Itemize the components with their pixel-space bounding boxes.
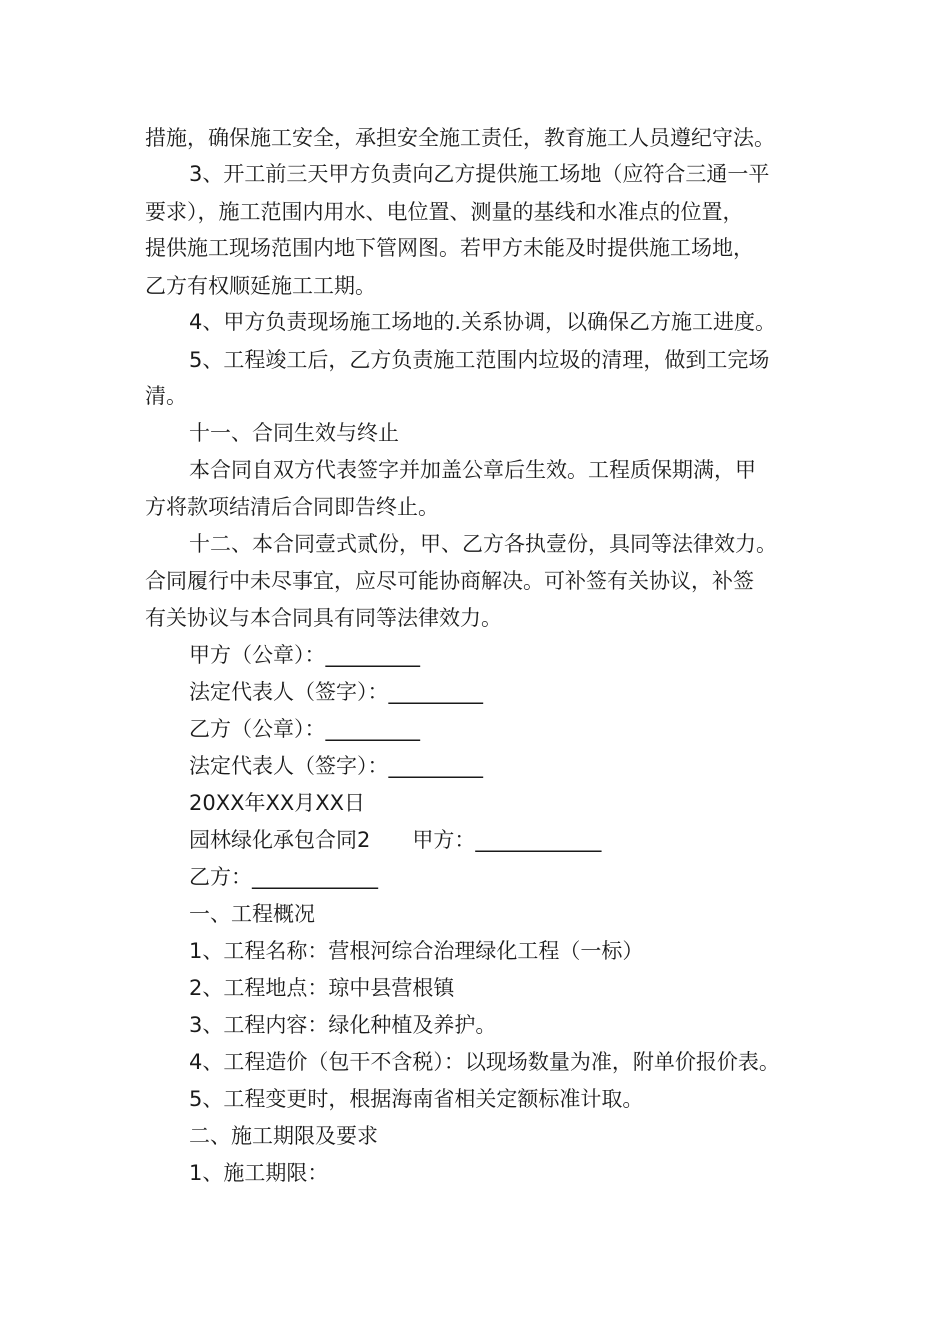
paragraph-line: 提供施工现场范围内地下管网图。若甲方未能及时提供施工场地， — [145, 236, 754, 260]
party-b-line: 乙方：____________ — [189, 865, 378, 889]
list-item: 5、工程变更时，根据海南省相关定额标准计取。 — [189, 1087, 644, 1111]
paragraph-line: 要求），施工范围内用水、电位置、测量的基线和水准点的位置， — [145, 200, 744, 224]
list-item: 1、工程名称：营根河综合治理绿化工程（一标） — [189, 939, 644, 963]
paragraph-line: 4、甲方负责现场施工场地的.关系协调，以确保乙方施工进度。 — [189, 310, 777, 334]
signature-line-representative-a: 法定代表人（签字）：_________ — [189, 680, 483, 704]
list-item: 3、工程内容：绿化种植及养护。 — [189, 1013, 497, 1037]
paragraph-line: 乙方有权顺延施工工期。 — [145, 274, 376, 298]
paragraph-line: 方将款项结清后合同即告终止。 — [145, 495, 439, 519]
signature-line-party-b: 乙方（公章）：_________ — [189, 717, 420, 741]
paragraph-line: 5、工程竣工后，乙方负责施工范围内垃圾的清理，做到工完场 — [189, 348, 770, 372]
paragraph-line: 合同履行中未尽事宜，应尽可能协商解决。可补签有关协议，补签 — [145, 569, 754, 593]
paragraph-line: 本合同自双方代表签字并加盖公章后生效。工程质保期满，甲 — [189, 458, 756, 482]
paragraph-line: 清。 — [145, 384, 187, 408]
paragraph-line: 十二、本合同壹式贰份，甲、乙方各执壹份，具同等法律效力。 — [189, 532, 777, 556]
list-item: 1、施工期限： — [189, 1161, 329, 1185]
paragraph-line: 有关协议与本合同具有同等法律效力。 — [145, 606, 502, 630]
contract-title-line: 园林绿化承包合同2 甲方：____________ — [189, 828, 602, 852]
section-heading: 二、施工期限及要求 — [189, 1124, 378, 1148]
list-item: 2、工程地点：琼中县营根镇 — [189, 976, 455, 1000]
paragraph-line: 3、开工前三天甲方负责向乙方提供施工场地（应符合三通一平 — [189, 162, 770, 186]
signature-line-representative-b: 法定代表人（签字）：_________ — [189, 754, 483, 778]
signature-line-party-a: 甲方（公章）：_________ — [189, 643, 420, 667]
section-heading: 十一、合同生效与终止 — [189, 421, 399, 445]
paragraph-line: 措施，确保施工安全，承担安全施工责任，教育施工人员遵纪守法。 — [145, 126, 775, 150]
section-heading: 一、工程概况 — [189, 902, 315, 926]
list-item: 4、工程造价（包干不含税）：以现场数量为准，附单价报价表。 — [189, 1050, 780, 1074]
date-line: 20XX年XX月XX日 — [189, 791, 366, 815]
